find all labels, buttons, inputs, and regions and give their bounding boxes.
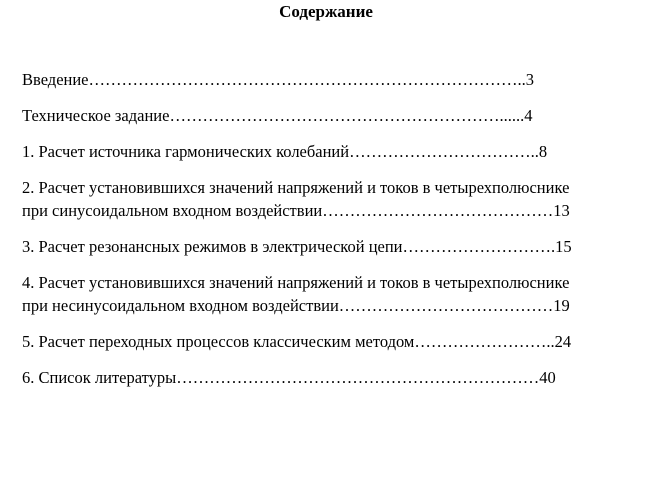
- toc-entry-section-6: [22, 366, 642, 389]
- toc-entry-section-3: [22, 235, 642, 258]
- toc-entry-line: 3. Расчет резонансных режимов в электрической цепи……………………….15: [22, 237, 572, 256]
- table-of-contents: [22, 68, 642, 402]
- toc-entry-section-4: [22, 271, 642, 317]
- page-title: Содержание: [279, 2, 373, 21]
- toc-entry-line: при синусоидальном входном воздействии……………………………………13: [22, 201, 570, 220]
- toc-entry-line: 2. Расчет установившихся значений напряжений и токов в четырехполюснике: [22, 178, 570, 197]
- toc-entry-line: Техническое задание……………………………………………………......4: [22, 106, 533, 125]
- toc-entry-line: 6. Список литературы…………………………………………………………40: [22, 368, 556, 387]
- toc-entry-line: Введение……………………………………………………………………..3: [22, 70, 535, 89]
- toc-entry-section-2: [22, 176, 642, 222]
- toc-entry-technical-task: [22, 104, 642, 127]
- toc-entry-line: 5. Расчет переходных процессов классическим методом……………………..24: [22, 332, 572, 351]
- toc-entry-section-5: [22, 330, 642, 353]
- toc-entry-line: при несинусоидальном входном воздействии…………………………………19: [22, 296, 570, 315]
- toc-entry-section-1: [22, 140, 642, 163]
- toc-entry-line: 1. Расчет источника гармонических колебаний……………………………..8: [22, 142, 548, 161]
- toc-entry-line: 4. Расчет установившихся значений напряжений и токов в четырехполюснике: [22, 273, 570, 292]
- toc-entry-introduction: [22, 68, 642, 91]
